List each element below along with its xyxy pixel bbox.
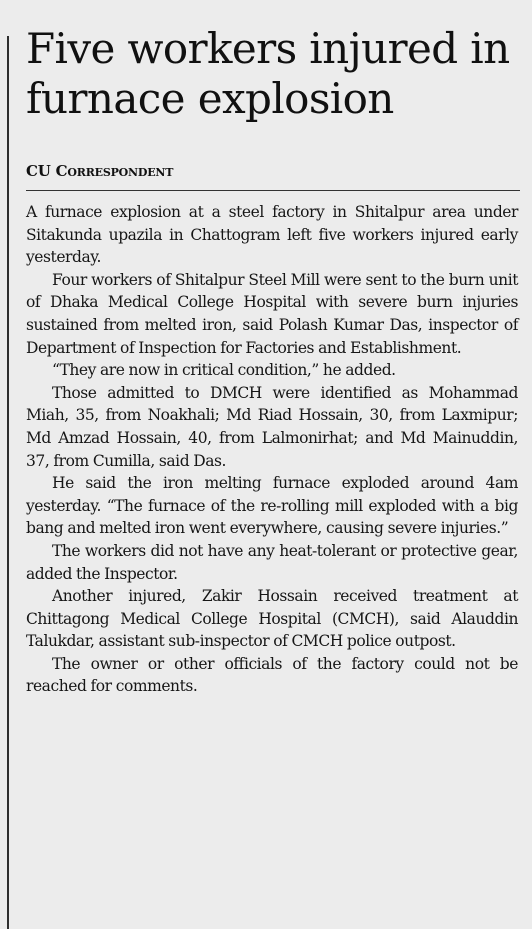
byline-divider	[26, 190, 520, 191]
article-paragraph-1: A furnace explosion at a steel factory in Shitalpur area under Sitakunda upazila in Chattogram left five workers injured early yesterday.	[26, 203, 518, 267]
article-paragraph-7: Another injured, Zakir Hossain received treatment at Chittagong Medical College Hospital (CMCH), said Alauddin Talukdar, assistant sub-inspector of CMCH police outpost.	[26, 587, 518, 651]
article-paragraph-3: “They are now in critical condition,” he added.	[52, 361, 396, 380]
article-body	[26, 201, 518, 698]
column-rule	[7, 36, 9, 929]
article-paragraph-5: He said the iron melting furnace exploded around 4am yesterday. “The furnace of the re-rolling mill exploded with a big bang and melted iron went everywhere, causing severe injuries.”	[26, 474, 518, 538]
article-paragraph-4: Those admitted to DMCH were identified as Mohammad Miah, 35, from Noakhali; Md Riad Hossain, 30, from Laxmipur; Md Amzad Hossain, 40, from Lalmonirhat; and Md Mainuddin, 37, from Cumilla, said Das.	[26, 383, 518, 470]
article-paragraph-6: The workers did not have any heat-tolerant or protective gear, added the Inspector.	[26, 541, 518, 583]
article-headline: Five workers injured in furnace explosion	[26, 24, 510, 123]
article-paragraph-8: The owner or other officials of the factory could not be reached for comments.	[26, 654, 518, 696]
article-byline: CU Correspondent	[26, 162, 174, 180]
article-paragraph-2: Four workers of Shitalpur Steel Mill were sent to the burn unit of Dhaka Medical College Hospital with severe burn injuries sustained from melted iron, said Polash Kumar Das, inspector of Department of Inspection for Factories and Establishment.	[26, 270, 518, 357]
